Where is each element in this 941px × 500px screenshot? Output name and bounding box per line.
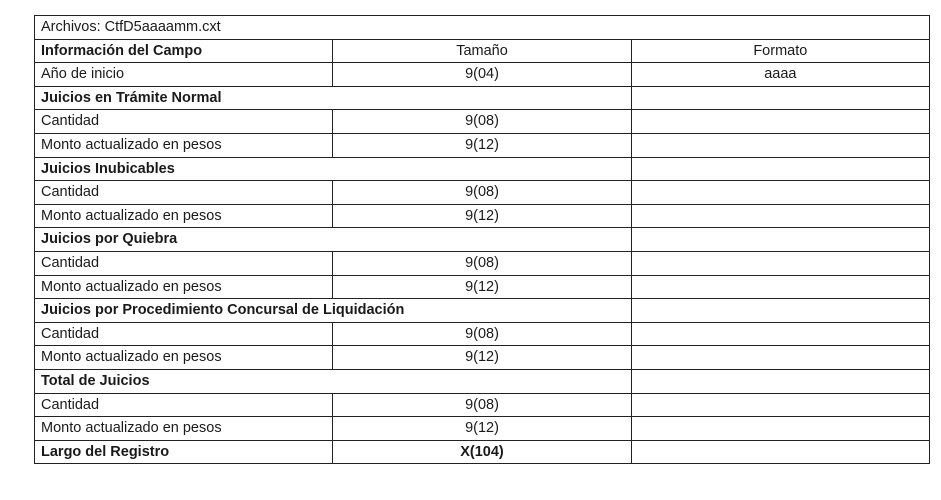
row-label: Cantidad (35, 110, 333, 134)
row-label: Cantidad (35, 393, 333, 417)
table-row (35, 346, 930, 370)
table-row (35, 204, 930, 228)
row-size: 9(12) (333, 204, 631, 228)
row-format (631, 251, 929, 275)
row-size: 9(08) (333, 393, 631, 417)
row-size: 9(12) (333, 275, 631, 299)
file-title-row (35, 16, 930, 40)
row-format (631, 204, 929, 228)
record-spec-table (34, 15, 930, 464)
section-title-row (35, 86, 930, 110)
row-format (631, 417, 929, 441)
row-format (631, 133, 929, 157)
row-label: Monto actualizado en pesos (35, 417, 333, 441)
table-row (35, 322, 930, 346)
row-size: 9(08) (333, 110, 631, 134)
row-label: Cantidad (35, 251, 333, 275)
row-label: Monto actualizado en pesos (35, 204, 333, 228)
row-format (631, 393, 929, 417)
table-row (35, 251, 930, 275)
section-title-row (35, 228, 930, 252)
row-label: Monto actualizado en pesos (35, 133, 333, 157)
record-length-size: X(104) (333, 440, 631, 464)
row-size: 9(08) (333, 181, 631, 205)
start-year-row (35, 63, 930, 87)
row-size: 9(08) (333, 251, 631, 275)
table-row (35, 110, 930, 134)
record-layout-document (34, 15, 930, 464)
section-title-row (35, 299, 930, 323)
row-size: 9(12) (333, 417, 631, 441)
row-format (631, 322, 929, 346)
row-format (631, 346, 929, 370)
row-format (631, 275, 929, 299)
row-label: Cantidad (35, 322, 333, 346)
table-row (35, 181, 930, 205)
row-format (631, 110, 929, 134)
row-format (631, 181, 929, 205)
header-format: Formato (631, 39, 929, 63)
record-length-format (631, 440, 929, 464)
table-row (35, 393, 930, 417)
header-field: Información del Campo (35, 39, 333, 63)
table-row (35, 133, 930, 157)
header-size: Tamaño (333, 39, 631, 63)
table-row (35, 275, 930, 299)
file-title: Archivos: CtfD5aaaamm.cxt (35, 16, 930, 40)
section-title-row (35, 369, 930, 393)
header-row (35, 39, 930, 63)
row-size: 9(12) (333, 133, 631, 157)
start-year-label: Año de inicio (35, 63, 333, 87)
section-title-row (35, 157, 930, 181)
section-title: Juicios en Trámite Normal (35, 86, 333, 110)
row-size: 9(12) (333, 346, 631, 370)
section-title: Total de Juicios (35, 369, 333, 393)
start-year-format: aaaa (631, 63, 929, 87)
row-label: Cantidad (35, 181, 333, 205)
row-label: Monto actualizado en pesos (35, 346, 333, 370)
section-title: Juicios por Procedimiento Concursal de Liquidación (35, 299, 333, 323)
row-label: Monto actualizado en pesos (35, 275, 333, 299)
section-title: Juicios por Quiebra (35, 228, 333, 252)
record-length-row (35, 440, 930, 464)
table-row (35, 417, 930, 441)
section-title: Juicios Inubicables (35, 157, 333, 181)
row-size: 9(08) (333, 322, 631, 346)
record-length-label: Largo del Registro (35, 440, 333, 464)
start-year-size: 9(04) (333, 63, 631, 87)
